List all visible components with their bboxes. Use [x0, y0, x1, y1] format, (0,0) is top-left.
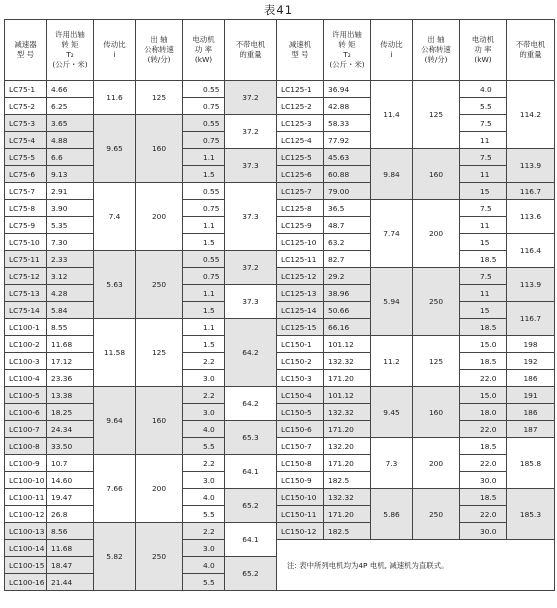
right-speed-cell: 160	[413, 387, 460, 438]
left-model-cell: LC75-9	[5, 217, 47, 234]
table-row	[5, 166, 555, 183]
right-weight-cell: 186	[507, 370, 555, 387]
left-weight-cell: 65.2	[225, 489, 277, 523]
right-torque-cell: 36.94	[324, 81, 371, 98]
right-model-cell: LC150-4	[277, 387, 324, 404]
left-torque-cell: 23.36	[47, 370, 94, 387]
left-model-cell: LC100-7	[5, 421, 47, 438]
right-model-cell: LC125-6	[277, 166, 324, 183]
right-torque-cell: 132.32	[324, 489, 371, 506]
left-weight-cell: 65.2	[225, 557, 277, 591]
right-model-cell: LC125-12	[277, 268, 324, 285]
left-power-cell: 1.5	[183, 302, 225, 319]
right-model-cell: LC125-2	[277, 98, 324, 115]
left-power-cell: 2.2	[183, 353, 225, 370]
table-row	[5, 523, 555, 540]
table-note: 注: 表中所列电机均为4P 电机, 减速机为直联式。	[277, 540, 555, 591]
left-torque-cell: 7.30	[47, 234, 94, 251]
right-model-cell: LC125-1	[277, 81, 324, 98]
table-row	[5, 251, 555, 268]
right-power-cell: 15.0	[460, 387, 507, 404]
table-row	[5, 149, 555, 166]
left-model-cell: LC100-5	[5, 387, 47, 404]
table-row	[5, 353, 555, 370]
right-torque-cell: 182.5	[324, 523, 371, 540]
left-power-cell: 5.5	[183, 506, 225, 523]
right-speed-cell: 200	[413, 438, 460, 489]
left-ratio-cell: 5.63	[94, 251, 136, 319]
left-weight-cell: 37.3	[225, 285, 277, 319]
right-model-cell: LC150-11	[277, 506, 324, 523]
left-power-cell: 0.55	[183, 115, 225, 132]
right-torque-cell: 66.16	[324, 319, 371, 336]
table-row	[5, 200, 555, 217]
left-weight-cell: 37.2	[225, 115, 277, 149]
left-weight-cell: 64.2	[225, 387, 277, 421]
table-row	[5, 489, 555, 506]
left-torque-cell: 10.7	[47, 455, 94, 472]
right-torque-cell: 63.2	[324, 234, 371, 251]
left-ratio-cell: 5.82	[94, 523, 136, 591]
right-torque-cell: 79.00	[324, 183, 371, 200]
right-power-cell: 15	[460, 183, 507, 200]
left-power-cell: 3.0	[183, 472, 225, 489]
left-model-cell: LC100-16	[5, 574, 47, 591]
left-speed-cell: 250	[136, 523, 183, 591]
right-power-cell: 5.5	[460, 98, 507, 115]
left-power-cell: 0.75	[183, 200, 225, 217]
left-torque-cell: 6.6	[47, 149, 94, 166]
right-torque-cell: 58.33	[324, 115, 371, 132]
right-speed-cell: 160	[413, 149, 460, 200]
right-speed-cell: 200	[413, 200, 460, 268]
right-power-cell: 7.5	[460, 200, 507, 217]
left-power-cell: 2.2	[183, 455, 225, 472]
table-row	[5, 455, 555, 472]
left-torque-cell: 4.28	[47, 285, 94, 302]
right-power-cell: 22.0	[460, 370, 507, 387]
right-ratio-cell: 5.94	[371, 268, 413, 336]
left-model-cell: LC100-8	[5, 438, 47, 455]
right-model-cell: LC150-6	[277, 421, 324, 438]
left-model-cell: LC100-4	[5, 370, 47, 387]
right-ratio-cell: 11.2	[371, 336, 413, 387]
right-weight-cell: 191	[507, 387, 555, 404]
right-weight-cell: 187	[507, 421, 555, 438]
right-torque-cell: 132.32	[324, 404, 371, 421]
left-power-cell: 1.1	[183, 285, 225, 302]
right-model-cell: LC125-11	[277, 251, 324, 268]
left-torque-cell: 14.60	[47, 472, 94, 489]
right-speed-cell: 250	[413, 489, 460, 540]
left-speed-cell: 125	[136, 319, 183, 387]
right-power-cell: 7.5	[460, 268, 507, 285]
right-torque-cell: 38.96	[324, 285, 371, 302]
header-row	[5, 20, 555, 81]
left-model-cell: LC75-11	[5, 251, 47, 268]
left-weight-cell: 64.2	[225, 319, 277, 387]
left-torque-cell: 3.12	[47, 268, 94, 285]
right-torque-cell: 60.88	[324, 166, 371, 183]
table-row	[5, 132, 555, 149]
left-speed-cell: 160	[136, 387, 183, 455]
right-model-cell: LC150-7	[277, 438, 324, 455]
left-torque-cell: 8.56	[47, 523, 94, 540]
table-row	[5, 387, 555, 404]
right-power-cell: 15	[460, 302, 507, 319]
right-power-cell: 11	[460, 217, 507, 234]
table-row	[5, 268, 555, 285]
left-ratio-cell: 11.6	[94, 81, 136, 115]
left-torque-cell: 5.35	[47, 217, 94, 234]
header-speed-2: 出 轴 公称转速 (转/分)	[413, 20, 460, 81]
right-model-cell: LC125-3	[277, 115, 324, 132]
left-power-cell: 5.5	[183, 438, 225, 455]
left-ratio-cell: 7.4	[94, 183, 136, 251]
table-row	[5, 472, 555, 489]
left-power-cell: 1.5	[183, 234, 225, 251]
right-model-cell: LC125-10	[277, 234, 324, 251]
left-power-cell: 1.5	[183, 336, 225, 353]
left-model-cell: LC100-1	[5, 319, 47, 336]
right-model-cell: LC150-1	[277, 336, 324, 353]
right-model-cell: LC125-7	[277, 183, 324, 200]
table-row	[5, 506, 555, 523]
right-weight-cell: 116.7	[507, 183, 555, 200]
left-torque-cell: 5.84	[47, 302, 94, 319]
left-weight-cell: 37.2	[225, 251, 277, 285]
left-ratio-cell: 9.65	[94, 115, 136, 183]
left-power-cell: 1.5	[183, 166, 225, 183]
right-torque-cell: 171.20	[324, 506, 371, 523]
header-power-2: 电动机 功 率 (kW)	[460, 20, 507, 81]
table-row	[5, 217, 555, 234]
right-torque-cell: 132.32	[324, 353, 371, 370]
left-torque-cell: 33.50	[47, 438, 94, 455]
left-power-cell: 3.0	[183, 404, 225, 421]
left-torque-cell: 2.91	[47, 183, 94, 200]
right-power-cell: 18.5	[460, 353, 507, 370]
right-power-cell: 18.5	[460, 319, 507, 336]
left-torque-cell: 18.25	[47, 404, 94, 421]
left-power-cell: 0.75	[183, 268, 225, 285]
right-weight-cell: 186	[507, 404, 555, 421]
right-model-cell: LC125-15	[277, 319, 324, 336]
right-torque-cell: 77.92	[324, 132, 371, 149]
right-torque-cell: 171.20	[324, 455, 371, 472]
header-power: 电动机 功 率 (kW)	[183, 20, 225, 81]
table-row	[5, 438, 555, 455]
left-model-cell: LC100-11	[5, 489, 47, 506]
left-model-cell: LC75-12	[5, 268, 47, 285]
right-torque-cell: 182.5	[324, 472, 371, 489]
right-model-cell: LC150-5	[277, 404, 324, 421]
header-weight-2: 不带电机 的重量	[507, 20, 555, 81]
right-power-cell: 7.5	[460, 115, 507, 132]
left-power-cell: 0.55	[183, 183, 225, 200]
right-model-cell: LC150-8	[277, 455, 324, 472]
right-torque-cell: 50.66	[324, 302, 371, 319]
right-model-cell: LC150-10	[277, 489, 324, 506]
right-weight-cell: 198	[507, 336, 555, 353]
right-ratio-cell: 7.3	[371, 438, 413, 489]
left-power-cell: 1.1	[183, 149, 225, 166]
right-torque-cell: 48.7	[324, 217, 371, 234]
left-weight-cell: 37.3	[225, 183, 277, 251]
left-torque-cell: 6.25	[47, 98, 94, 115]
right-speed-cell: 125	[413, 336, 460, 387]
left-model-cell: LC100-10	[5, 472, 47, 489]
left-model-cell: LC100-13	[5, 523, 47, 540]
right-power-cell: 22.0	[460, 455, 507, 472]
right-torque-cell: 36.5	[324, 200, 371, 217]
right-weight-cell: 192	[507, 353, 555, 370]
right-power-cell: 15.0	[460, 336, 507, 353]
right-torque-cell: 171.20	[324, 421, 371, 438]
table-caption: 表41	[263, 3, 294, 17]
right-weight-cell: 116.7	[507, 302, 555, 336]
header-ratio-2: 传动比 i	[371, 20, 413, 81]
left-weight-cell: 37.3	[225, 149, 277, 183]
right-weight-cell: 116.4	[507, 234, 555, 268]
right-power-cell: 30.0	[460, 472, 507, 489]
right-power-cell: 18.0	[460, 404, 507, 421]
left-speed-cell: 125	[136, 81, 183, 115]
right-weight-cell: 114.2	[507, 81, 555, 149]
left-torque-cell: 2.33	[47, 251, 94, 268]
left-model-cell: LC75-6	[5, 166, 47, 183]
left-model-cell: LC75-7	[5, 183, 47, 200]
left-torque-cell: 11.68	[47, 336, 94, 353]
right-torque-cell: 82.7	[324, 251, 371, 268]
left-weight-cell: 64.1	[225, 523, 277, 557]
right-torque-cell: 29.2	[324, 268, 371, 285]
table-row	[5, 81, 555, 98]
left-torque-cell: 21.44	[47, 574, 94, 591]
right-power-cell: 30.0	[460, 523, 507, 540]
left-model-cell: LC75-14	[5, 302, 47, 319]
left-power-cell: 3.0	[183, 370, 225, 387]
left-model-cell: LC75-10	[5, 234, 47, 251]
right-torque-cell: 171.20	[324, 370, 371, 387]
table-row	[5, 183, 555, 200]
header-ratio: 传动比 i	[94, 20, 136, 81]
left-torque-cell: 19.47	[47, 489, 94, 506]
left-speed-cell: 200	[136, 455, 183, 523]
table-row	[5, 115, 555, 132]
table-row	[5, 98, 555, 115]
left-speed-cell: 250	[136, 251, 183, 319]
left-torque-cell: 26.8	[47, 506, 94, 523]
right-power-cell: 15	[460, 234, 507, 251]
right-torque-cell: 132.20	[324, 438, 371, 455]
right-power-cell: 11	[460, 285, 507, 302]
left-speed-cell: 200	[136, 183, 183, 251]
left-power-cell: 3.0	[183, 540, 225, 557]
left-torque-cell: 17.12	[47, 353, 94, 370]
left-model-cell: LC75-5	[5, 149, 47, 166]
right-ratio-cell: 9.45	[371, 387, 413, 438]
header-weight: 不带电机 的重量	[225, 20, 277, 81]
right-weight-cell: 113.9	[507, 268, 555, 302]
left-power-cell: 2.2	[183, 523, 225, 540]
left-power-cell: 2.2	[183, 387, 225, 404]
right-speed-cell: 250	[413, 268, 460, 336]
left-model-cell: LC100-2	[5, 336, 47, 353]
table-row	[5, 336, 555, 353]
right-torque-cell: 101.12	[324, 336, 371, 353]
table-row	[5, 540, 555, 557]
left-power-cell: 0.55	[183, 251, 225, 268]
right-torque-cell: 45.63	[324, 149, 371, 166]
left-weight-cell: 64.1	[225, 455, 277, 489]
right-power-cell: 22.0	[460, 421, 507, 438]
table-row	[5, 234, 555, 251]
left-power-cell: 0.55	[183, 81, 225, 98]
right-weight-cell: 185.8	[507, 438, 555, 489]
left-ratio-cell: 9.64	[94, 387, 136, 455]
left-model-cell: LC100-14	[5, 540, 47, 557]
right-torque-cell: 101.12	[324, 387, 371, 404]
right-speed-cell: 125	[413, 81, 460, 149]
right-model-cell: LC150-2	[277, 353, 324, 370]
left-torque-cell: 3.65	[47, 115, 94, 132]
left-model-cell: LC100-9	[5, 455, 47, 472]
left-power-cell: 1.1	[183, 319, 225, 336]
left-weight-cell: 65.3	[225, 421, 277, 455]
left-power-cell: 0.75	[183, 132, 225, 149]
right-model-cell: LC125-13	[277, 285, 324, 302]
left-power-cell: 4.0	[183, 421, 225, 438]
right-model-cell: LC150-9	[277, 472, 324, 489]
table-row	[5, 421, 555, 438]
table-row	[5, 285, 555, 302]
left-model-cell: LC75-8	[5, 200, 47, 217]
left-power-cell: 4.0	[183, 557, 225, 574]
left-model-cell: LC75-13	[5, 285, 47, 302]
left-model-cell: LC100-15	[5, 557, 47, 574]
left-weight-cell: 37.2	[225, 81, 277, 115]
left-power-cell: 0.75	[183, 98, 225, 115]
reducer-spec-table	[4, 19, 555, 591]
left-torque-cell: 4.66	[47, 81, 94, 98]
right-ratio-cell: 9.84	[371, 149, 413, 200]
right-power-cell: 22.0	[460, 506, 507, 523]
header-torque-2: 许用出轴 转 矩 T₂ (公斤・米)	[324, 20, 371, 81]
right-power-cell: 7.5	[460, 149, 507, 166]
right-power-cell: 18.5	[460, 489, 507, 506]
header-speed: 出 轴 公称转速 (转/分)	[136, 20, 183, 81]
left-torque-cell: 24.34	[47, 421, 94, 438]
right-torque-cell: 42.88	[324, 98, 371, 115]
left-torque-cell: 3.90	[47, 200, 94, 217]
right-weight-cell: 185.3	[507, 489, 555, 540]
table-row	[5, 302, 555, 319]
left-model-cell: LC75-1	[5, 81, 47, 98]
left-model-cell: LC100-6	[5, 404, 47, 421]
left-torque-cell: 4.88	[47, 132, 94, 149]
right-ratio-cell: 5.86	[371, 489, 413, 540]
right-weight-cell: 113.6	[507, 200, 555, 234]
left-torque-cell: 13.38	[47, 387, 94, 404]
right-power-cell: 11	[460, 132, 507, 149]
left-ratio-cell: 7.66	[94, 455, 136, 523]
header-model: 减速器 型 号	[5, 20, 47, 81]
right-model-cell: LC125-5	[277, 149, 324, 166]
right-model-cell: LC150-12	[277, 523, 324, 540]
right-weight-cell: 113.9	[507, 149, 555, 183]
left-torque-cell: 8.55	[47, 319, 94, 336]
left-model-cell: LC100-12	[5, 506, 47, 523]
right-model-cell: LC125-4	[277, 132, 324, 149]
left-model-cell: LC100-3	[5, 353, 47, 370]
left-model-cell: LC75-4	[5, 132, 47, 149]
right-model-cell: LC125-8	[277, 200, 324, 217]
left-power-cell: 1.1	[183, 217, 225, 234]
right-power-cell: 4.0	[460, 81, 507, 98]
left-speed-cell: 160	[136, 115, 183, 183]
right-model-cell: LC150-3	[277, 370, 324, 387]
left-torque-cell: 11.68	[47, 540, 94, 557]
header-torque: 许用出轴 转 矩 T₂ (公斤・米)	[47, 20, 94, 81]
right-power-cell: 11	[460, 166, 507, 183]
left-power-cell: 5.5	[183, 574, 225, 591]
left-ratio-cell: 11.58	[94, 319, 136, 387]
left-torque-cell: 9.13	[47, 166, 94, 183]
left-model-cell: LC75-3	[5, 115, 47, 132]
right-ratio-cell: 11.4	[371, 81, 413, 149]
left-torque-cell: 18.47	[47, 557, 94, 574]
right-model-cell: LC125-9	[277, 217, 324, 234]
table-row	[5, 404, 555, 421]
left-power-cell: 4.0	[183, 489, 225, 506]
table-row	[5, 319, 555, 336]
right-power-cell: 18.5	[460, 251, 507, 268]
left-model-cell: LC75-2	[5, 98, 47, 115]
right-power-cell: 18.5	[460, 438, 507, 455]
header-model-2: 减速机 型 号	[277, 20, 324, 81]
right-ratio-cell: 7.74	[371, 200, 413, 268]
right-model-cell: LC125-14	[277, 302, 324, 319]
table-row	[5, 370, 555, 387]
